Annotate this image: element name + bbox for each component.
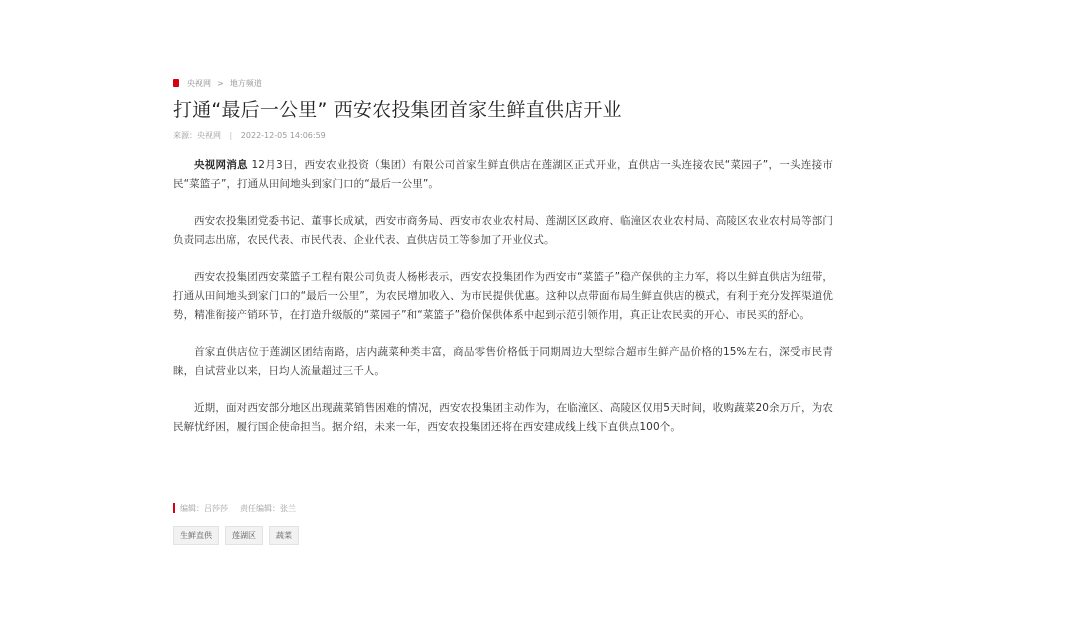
editor-marker-icon	[173, 503, 175, 513]
channel-marker-icon	[173, 79, 179, 87]
tag-item[interactable]: 蔬菜	[269, 526, 299, 545]
paragraph-text: 12月3日，西安农业投资（集团）有限公司首家生鲜直供店在莲湖区正式开业，直供店一头连接农民“菜园子”，一头连接市民“菜篮子”，打通从田间地头到家门口的“最后一公里”。	[173, 159, 833, 190]
article	[173, 76, 833, 455]
breadcrumb	[173, 76, 833, 90]
chief-editor-name: 责任编辑：张兰	[240, 503, 296, 513]
paragraph-text: 西安农投集团西安菜篮子工程有限公司负责人杨彬表示，西安农投集团作为西安市“菜篮子”稳产保供的主力军，将以生鲜直供店为纽带，打通从田间地头到家门口的“最后一公里”，为农民增加收入、为市民提供优惠。这种以点带面布局生鲜直供店的模式，有利于充分发挥渠道优势，精准衔接产销环节，在打造升级版的“菜园子”和“菜篮子”稳价保供体系中起到示范引领作用，真正让农民卖的开心、市民买的舒心。	[173, 271, 833, 321]
article-body	[173, 156, 833, 437]
paragraph-text: 西安农投集团党委书记、董事长成斌，西安市商务局、西安市农业农村局、莲湖区区政府、临潼区农业农村局、高陵区农业农村局等部门负责同志出席，农民代表、市民代表、企业代表、直供店员工等参加了开业仪式。	[173, 215, 833, 246]
article-title: 打通“最后一公里” 西安农投集团首家生鲜直供店开业	[173, 99, 622, 121]
editor-name: 编辑：吕莎莎	[180, 503, 228, 513]
article-paragraph	[173, 268, 833, 325]
tag-list	[173, 526, 299, 545]
article-meta	[173, 129, 833, 143]
breadcrumb-site-link[interactable]: 央视网	[187, 78, 211, 88]
tag-item[interactable]: 莲湖区	[225, 526, 263, 545]
article-paragraph	[173, 399, 833, 437]
paragraph-lead: 央视网消息	[194, 159, 248, 171]
tag-item[interactable]: 生鲜直供	[173, 526, 219, 545]
article-datetime: 2022-12-05 14:06:59	[240, 131, 326, 140]
article-paragraph	[173, 156, 833, 194]
editor-info	[173, 502, 296, 514]
breadcrumb-section-link[interactable]: 地方频道	[229, 78, 262, 88]
meta-divider: |	[229, 131, 233, 140]
article-paragraph	[173, 343, 833, 381]
article-source: 来源：央视网	[173, 131, 221, 140]
paragraph-text: 近期，面对西安部分地区出现蔬菜销售困难的情况，西安农投集团主动作为，在临潼区、高陵区仅用5天时间，收购蔬菜20余万斤，为农民解忧纾困，履行国企使命担当。据介绍，未来一年，西安农投集团还将在西安建成线上线下直供点100个。	[173, 402, 833, 433]
paragraph-text: 首家直供店位于莲湖区团结南路，店内蔬菜种类丰富，商品零售价格低于同期周边大型综合超市生鲜产品价格的15%左右，深受市民青睐，自试营业以来，日均人流量超过三千人。	[173, 346, 833, 377]
breadcrumb-separator: >	[217, 78, 224, 88]
article-paragraph	[173, 212, 833, 250]
